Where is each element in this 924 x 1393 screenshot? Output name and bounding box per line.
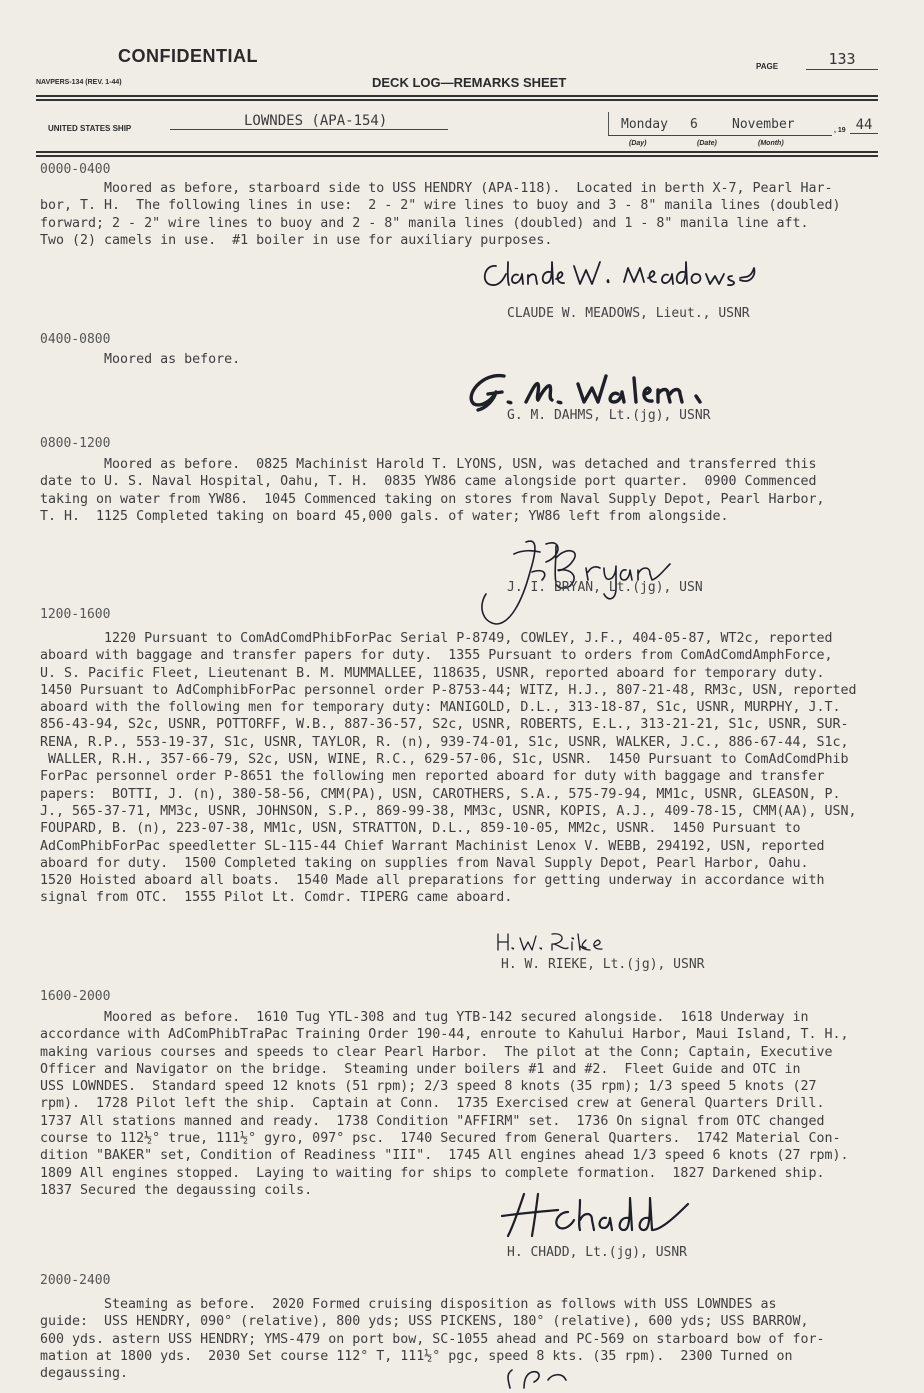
- watch-entry-0000-0400: Moored as before, starboard side to USS HENDRY (APA-118). Located in berth X-7, Pearl Har- bor, T. H. The following lines in use: 2 - 2" wire lines to buoy and 3 - 8" manila lines (doubled) forward; 2 - 2" wire lines to buoy and 2 - 8" manila lines (doubled) and 1 - 8" manila line aft. Two (2) camels in use. #1 boiler in use for auxiliary purposes.: [40, 181, 841, 248]
- date-caption: (Date): [697, 140, 717, 147]
- handwritten-signature-rieke: [494, 930, 624, 960]
- watch-period-1200-1600: 1200-1600: [40, 607, 111, 622]
- handwritten-signature-meadows: [478, 254, 768, 298]
- classification-label: CONFIDENTIAL: [118, 46, 258, 66]
- watch-entry-1600-2000: Moored as before. 1610 Tug YTL-308 and tug YTB-142 secured alongside. 1618 Underway in accordance with AdComPhibTraPac Training Order 190-44, enroute to Kahului Harbor, Maui Island, T. H., making various courses and speeds to clear Pearl Harbor. The pilot at the Conn; Captain, Executive Officer and Navigator on the bridge. Steaming under boilers #1 and #2. Fleet Guide and OTC in USS LOWNDES. Standard speed 12 knots (51 rpm); 2/3 speed 8 knots (35 rpm); 1/3 speed 5 knots (27 rpm). 1728 Pilot left the ship. Captain at Conn. 1735 Exercised crew at General Quarters Drill. 1737 All stations manned and ready. 1738 Condition "AFFIRM" set. 1736 On signal from OTC changed course to 112½° true, 111½° gyro, 097° psc. 1740 Secured from General Quarters. 1742 Material Con- dition "BAKER" set, Condition of Readiness "III". 1745 All engines ahead 1/3 speed 6 knots (27 rpm). 1809 All engines stopped. Laying to waiting for ships to complete formation. 1827 Darkened ship. 1837 Secured the degaussing coils.: [40, 1010, 849, 1198]
- watch-period-0000-0400: 0000-0400: [40, 162, 111, 177]
- ship-section-rule-top: [36, 151, 878, 153]
- watch-entry-0800-1200: Moored as before. 0825 Machinist Harold T. LYONS, USN, was detached and transferred this date to U. S. Naval Hospital, Oahu, T. H. 0835 YW86 came alongside port quarter. 0900 Commenced taking on water from YW86. 1045 Commenced taking on stores from Naval Supply Depot, Pearl Harbor, T. H. 1125 Completed taking on board 45,000 gals. of water; YW86 left from alongside.: [40, 457, 825, 524]
- signature-name-rieke: H. W. RIEKE, Lt.(jg), USNR: [501, 957, 705, 972]
- day-caption: (Day): [629, 140, 647, 147]
- watch-entry-1200-1600: 1220 Pursuant to ComAdComdPhibForPac Serial P-8749, COWLEY, J.F., 404-05-87, WT2c, reported aboard with baggage and transfer papers for duty. 1355 Pursuant to orders from ComAdComdAmphForce, U. S. Pacific Fleet, Lieutenant B. M. MUMMALLEE, 118635, USNR, reported aboard for temporary duty. 1450 Pursuant to AdComphibForPac personnel order P-8753-44; WITZ, H.J., 807-21-48, RM3c, USN, reported aboard with the following men for temporary duty: MANIGOLD, D.L., 313-18-87, S1c, USNR, MURPHY, J.T. 856-43-94, S2c, USNR, POTTORFF, W.B., 887-36-57, S2c, USNR, ROBERTS, E.L., 313-21-21, S1c, USNR, SUR- RENA, R.P., 553-19-37, S1c, USNR, TAYLOR, R. (n), 939-74-01, S1c, USNR, WALKER, J.C., 886-67-44, S1c, WALLER, R.H., 357-66-79, S2c, USN, WINE, R.C., 629-57-06, S1c, USNR. 1450 Pursuant to ComAdComdPhib ForPac personnel order P-8651 the following men reported aboard for duty with baggage and transfer papers: BOTTI, J. (n), 380-58-56, CMM(PA), USN, CAROTHERS, S.A., 575-79-94, MM1c, USNR, GLEASON, P. J., 565-37-71, MM3c, USNR, JOHNSON, S.P., 869-99-38, MM3c, USNR, KOPIS, A.J., 409-78-15, CMM(AA), USN, FOUPARD, B. (n), 223-07-38, MM1c, USN, STRATTON, D.L., 859-10-05, MM2c, USNR. 1450 Pursuant to AdComPhibForPac speedletter SL-115-44 Chief Warrant Machinist Lenox V. WEBB, 294192, USN, reported aboard for duty. 1500 Completed taking on supplies from Naval Supply Depot, Pearl Harbor, Oahu. 1520 Hoisted aboard all boats. 1540 Made all preparations for getting underway in accordance with signal from OTC. 1555 Pilot Lt. Comdr. TIPERG came aboard.: [40, 631, 857, 906]
- date-field: [608, 117, 832, 136]
- year-value: 44: [850, 117, 878, 134]
- form-number: NAVPERS-134 (REV. 1-44): [36, 79, 122, 86]
- handwritten-signature-chadd: [496, 1190, 706, 1246]
- watch-period-1600-2000: 1600-2000: [40, 989, 111, 1004]
- handwritten-signature-partial: [490, 1368, 580, 1393]
- signature-name-bryan: J. I. BRYAN, Lt.(jg), USN: [507, 580, 703, 595]
- watch-period-0800-1200: 0800-1200: [40, 436, 111, 451]
- header-rule-top: [36, 95, 878, 97]
- watch-entry-2000-2400: Steaming as before. 2020 Formed cruising disposition as follows with USS LOWNDES as guide: USS HENDRY, 090° (relative), 800 yds; USS PICKENS, 180° (relative), 600 yds; USS BARROW, 600 yds. astern USS HENDRY; YMS-479 on port bow, SC-1055 ahead and PC-569 on starboard bow of for- mation at 1800 yds. 2030 Set course 112° T, 111½° pgc, speed 8 kts. (35 rpm). 2300 Turned on degaussing.: [40, 1297, 825, 1382]
- day-value: Monday: [621, 117, 668, 132]
- watch-period-0400-0800: 0400-0800: [40, 332, 111, 347]
- watch-entry-0400-0800: Moored as before.: [40, 352, 241, 367]
- signature-name-dahms: G. M. DAHMS, Lt.(jg), USNR: [507, 408, 711, 423]
- date-value: 6: [690, 117, 698, 132]
- ship-label: UNITED STATES SHIP: [48, 124, 132, 133]
- page-title: DECK LOG—REMARKS SHEET: [372, 75, 567, 90]
- month-caption: (Month): [758, 140, 784, 147]
- page-label: PAGE: [756, 62, 779, 71]
- ship-section-rule-bottom: [36, 155, 878, 157]
- header-rule-bottom: [36, 99, 878, 101]
- signature-name-chadd: H. CHADD, Lt.(jg), USNR: [507, 1245, 688, 1260]
- year-prefix: , 19: [834, 127, 846, 134]
- signature-name-meadows: CLAUDE W. MEADOWS, Lieut., USNR: [507, 306, 750, 321]
- page-number: 133: [806, 50, 878, 70]
- month-value: November: [732, 117, 795, 132]
- ship-name: LOWNDES (APA-154): [170, 113, 448, 130]
- watch-period-2000-2400: 2000-2400: [40, 1273, 111, 1288]
